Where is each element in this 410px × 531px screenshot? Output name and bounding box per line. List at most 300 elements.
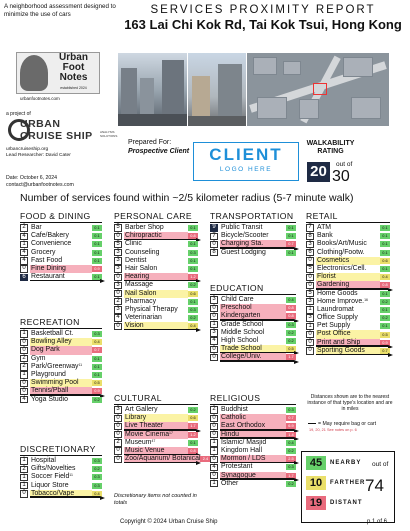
service-count: 0 xyxy=(306,282,314,289)
service-distance: 2.4 xyxy=(200,456,210,462)
service-distance: 1.4 xyxy=(286,432,296,438)
bag-cart-bar-icon xyxy=(316,354,388,356)
service-distance: 0.3 xyxy=(92,458,102,464)
category-food xyxy=(20,211,102,281)
service-distance: 0.1 xyxy=(188,225,198,231)
service-row xyxy=(210,312,296,320)
service-label xyxy=(30,265,92,273)
service-distance: 0.3 xyxy=(286,322,296,328)
service-count: 0 xyxy=(20,347,28,354)
urban-foot-notes-logo xyxy=(16,52,100,94)
service-row xyxy=(306,281,390,289)
service-label-text: Pharmacy xyxy=(125,297,157,305)
service-count: 0 xyxy=(114,290,122,297)
bag-cart-bar-icon xyxy=(124,329,196,331)
service-label-text: Hearing xyxy=(125,273,150,281)
service-row xyxy=(114,290,198,298)
service-label-text: Preschool xyxy=(221,304,252,312)
service-label-text: Music Venue xyxy=(125,446,165,454)
service-label-text: Bowling Alley xyxy=(31,338,72,346)
service-label xyxy=(316,330,380,338)
service-label xyxy=(124,406,188,414)
bag-cart-arrow-icon xyxy=(308,423,316,425)
service-label xyxy=(220,447,286,455)
service-label xyxy=(124,290,188,298)
service-label-text: Clothing/Footw. xyxy=(317,248,365,256)
service-label-text: Tobacco/Vape xyxy=(31,489,75,497)
service-label-text: Counseling xyxy=(125,248,160,256)
service-distance: 0.1 xyxy=(92,241,102,247)
service-distance: 0.2 xyxy=(92,466,102,472)
org-sub: ANALYSIS SOLUTIONS xyxy=(100,130,118,138)
service-label-text: Zoo/Aquarium/ Botanical xyxy=(125,455,201,463)
service-distance: 0.6 xyxy=(188,291,198,297)
service-label-text: Home Improve. xyxy=(317,297,365,305)
service-label xyxy=(30,473,92,481)
service-count: 0 xyxy=(114,447,122,454)
service-label xyxy=(220,249,286,257)
service-label xyxy=(220,296,286,304)
category-rule xyxy=(114,404,198,405)
service-label xyxy=(316,290,380,298)
service-label-text: East Orthodox xyxy=(221,422,266,430)
service-row xyxy=(20,330,102,338)
service-label-text: Laundromat xyxy=(317,305,354,313)
footnote-marker: 16 xyxy=(364,297,369,302)
service-label-text: Buddhist xyxy=(221,406,248,413)
service-label-text: College/Univ. xyxy=(221,353,262,361)
service-label xyxy=(220,439,286,447)
service-count: 9 xyxy=(210,224,218,231)
service-distance: 0.2 xyxy=(188,315,198,321)
service-label xyxy=(124,298,188,306)
category-rule xyxy=(114,222,198,223)
service-label-text: Vision xyxy=(125,322,144,330)
service-label-text: Live Theater xyxy=(125,422,164,430)
service-count: 0 xyxy=(20,339,28,346)
service-distance: 0.1 xyxy=(380,323,390,329)
service-label xyxy=(124,240,188,248)
service-distance: 1.7 xyxy=(286,473,296,479)
service-row xyxy=(20,257,102,265)
service-count: 4 xyxy=(20,396,28,403)
service-distance: 0.1 xyxy=(380,307,390,313)
page-number: p.1 of 6 xyxy=(367,519,388,525)
service-count: 1 xyxy=(20,457,28,464)
service-row xyxy=(114,224,198,232)
service-label xyxy=(30,330,92,338)
report-title: SERVICES PROXIMITY REPORT xyxy=(150,4,376,16)
intro-text: A neighborhood assessment designed to minimize the use of cars xyxy=(4,3,116,18)
service-label-text: Chiropractic xyxy=(125,232,162,240)
service-distance: 0.3 xyxy=(92,483,102,489)
service-row xyxy=(20,224,102,232)
service-label xyxy=(30,379,92,387)
service-label-text: Convenience xyxy=(31,240,72,248)
service-distance: 1.7 xyxy=(286,354,296,360)
service-row xyxy=(210,455,296,463)
category-rule xyxy=(210,222,296,223)
service-row xyxy=(210,345,296,353)
footnote-marker: 11 xyxy=(78,362,83,367)
service-row xyxy=(20,363,102,371)
service-count: 0 xyxy=(114,423,122,430)
service-row xyxy=(20,346,102,354)
service-count: 2 xyxy=(20,224,28,231)
bag-cart-arrow-icon xyxy=(100,279,105,283)
service-row xyxy=(114,447,198,455)
service-distance: 0.7 xyxy=(286,241,296,247)
category-title: RECREATION xyxy=(20,317,80,327)
service-label xyxy=(316,322,380,330)
service-label-text: Park/Greenway xyxy=(31,362,79,370)
service-count: 3 xyxy=(114,265,122,272)
service-distance: 0.1 xyxy=(92,250,102,256)
legend-nearby: 45 NEARBY xyxy=(306,456,361,470)
service-row xyxy=(114,422,198,430)
service-label-text: Protestant xyxy=(221,463,253,471)
service-label xyxy=(30,346,92,354)
org-line2: CRUISE xyxy=(20,130,63,142)
category-rule xyxy=(210,404,296,405)
service-distance: 0.2 xyxy=(188,407,198,413)
service-label-text: Museum xyxy=(125,438,152,446)
service-label-text: Dog Park xyxy=(31,346,60,354)
service-count: 3 xyxy=(306,241,314,248)
service-distance: 0.7 xyxy=(286,415,296,421)
service-row xyxy=(20,387,102,395)
project-site[interactable]: urbancruiseship.org xyxy=(6,147,49,152)
service-row xyxy=(210,232,296,240)
category-personal-care xyxy=(114,211,198,330)
service-distance: 0.1 xyxy=(188,258,198,264)
service-count: 1 xyxy=(306,306,314,313)
service-row xyxy=(210,224,296,232)
service-count: 0 xyxy=(210,415,218,422)
service-distance: 6.9 xyxy=(286,423,296,429)
category-discretionary xyxy=(20,444,102,498)
service-label-text: Restaurant xyxy=(31,273,65,281)
service-distance: 0.2 xyxy=(380,315,390,321)
service-label xyxy=(124,249,188,257)
service-count: 3 xyxy=(114,249,122,256)
service-count: 3 xyxy=(210,329,218,336)
service-distance: 0.8 xyxy=(286,313,296,319)
service-row xyxy=(114,306,198,314)
service-distance: 0.5 xyxy=(92,380,102,386)
service-label-text: Hair Salon xyxy=(125,264,158,272)
service-row xyxy=(20,355,102,363)
service-row xyxy=(210,422,296,430)
contact-email[interactable]: contact@urbanfootnotes.com xyxy=(6,181,74,188)
service-row xyxy=(306,339,390,347)
category-title: EDUCATION xyxy=(210,283,264,293)
service-distance: 0.4 xyxy=(92,491,102,497)
service-count: 1 xyxy=(306,323,314,330)
service-count: 0 xyxy=(210,431,218,438)
service-count: 0 xyxy=(114,456,122,463)
service-row xyxy=(114,439,198,447)
service-label-text: Fast Food xyxy=(31,256,63,264)
service-label-text: Basketball Ct. xyxy=(31,330,74,337)
service-distance: 0.8 xyxy=(380,282,390,288)
service-count: 1 xyxy=(210,439,218,446)
service-row xyxy=(20,371,102,379)
service-distance: 0.5 xyxy=(380,332,390,338)
service-row xyxy=(306,298,390,306)
service-label xyxy=(220,232,286,240)
service-count: 4 xyxy=(20,257,28,264)
service-distance: 0.4 xyxy=(92,339,102,345)
service-label-text: Swimming Pool xyxy=(31,379,79,387)
service-label-text: ATM xyxy=(317,224,332,231)
client-logo-line2: LOGO HERE xyxy=(219,166,273,173)
service-distance: 0.2 xyxy=(380,299,390,305)
service-label xyxy=(124,306,188,314)
service-label-text: Guest Lodging xyxy=(221,248,266,256)
category-title: PERSONAL CARE xyxy=(114,211,192,221)
service-label xyxy=(220,337,286,345)
service-count: 0 xyxy=(306,257,314,264)
service-distance: 0.5 xyxy=(286,346,296,352)
category-religious xyxy=(210,393,296,488)
aerial-map xyxy=(247,53,389,126)
service-count: 0 xyxy=(210,305,218,312)
service-label xyxy=(316,224,380,232)
service-label xyxy=(316,249,380,257)
service-count: 0 xyxy=(20,265,28,272)
service-count: 2 xyxy=(20,466,28,473)
service-distance: 0.2 xyxy=(92,397,102,403)
service-distance: 0.1 xyxy=(92,233,102,239)
service-count: 7 xyxy=(210,233,218,240)
service-count: 3 xyxy=(306,314,314,321)
service-count: 3 xyxy=(114,306,122,313)
legend-total: 74 xyxy=(365,476,384,495)
service-count: 0 xyxy=(210,472,218,479)
service-label-text: Fine Dining xyxy=(31,264,66,272)
service-distance: 0.1 xyxy=(188,241,198,247)
service-row xyxy=(210,472,296,480)
bag-cart-arrow-icon xyxy=(196,461,201,465)
report-date: Date: October 6, 2024 xyxy=(6,175,58,181)
service-distance: 0.8 xyxy=(286,305,296,311)
bag-cart-bar-icon xyxy=(124,462,196,464)
service-row xyxy=(210,353,296,361)
service-count: 0 xyxy=(210,423,218,430)
walkability-score: 20 xyxy=(307,162,330,182)
service-row xyxy=(114,431,198,439)
service-distance: 0.8 xyxy=(188,233,198,239)
service-label-text: Nail Salon xyxy=(125,289,157,297)
service-label-text: Physical Therapy xyxy=(125,305,178,313)
category-rule xyxy=(20,328,102,329)
service-label xyxy=(30,224,92,232)
service-distance: 0.1 xyxy=(380,291,390,297)
service-row xyxy=(306,306,390,314)
service-label-text: Dentist xyxy=(125,256,147,264)
service-distance: 0.1 xyxy=(188,299,198,305)
service-label-text: Trade School xyxy=(221,345,262,353)
service-label-text: Synagogue xyxy=(221,471,256,479)
category-transportation xyxy=(210,211,296,257)
service-label xyxy=(30,396,92,404)
service-label-text: Soccer Field xyxy=(31,473,70,481)
service-label xyxy=(30,371,92,379)
service-label-text: Bar xyxy=(31,224,42,231)
see-notes: 19, 20, 21 See notes on p. 6 xyxy=(309,428,357,432)
service-count: 0 xyxy=(210,241,218,248)
service-count: 0 xyxy=(114,431,122,438)
logo-established: established 2024 xyxy=(60,86,87,90)
logo-site[interactable]: urbanfootnotes.com xyxy=(20,96,60,101)
service-distance: 0.4 xyxy=(286,440,296,446)
service-row xyxy=(114,240,198,248)
service-count: 0 xyxy=(306,274,314,281)
service-label xyxy=(316,298,380,306)
service-count: 0 xyxy=(210,456,218,463)
street-photo-2 xyxy=(188,53,246,126)
service-count: 5 xyxy=(114,224,122,231)
service-row xyxy=(114,265,198,273)
copyright: Copyright © 2024 Urban Cruise Ship xyxy=(120,519,218,525)
service-count: 0 xyxy=(210,346,218,353)
service-distance: 0.9 xyxy=(92,388,102,394)
service-count: 0 xyxy=(114,233,122,240)
service-count: 0 xyxy=(306,331,314,338)
service-label xyxy=(124,265,188,273)
service-row xyxy=(20,473,102,481)
project-contact xyxy=(6,147,71,159)
service-distance: 0.3 xyxy=(188,307,198,313)
service-distance: 1.7 xyxy=(188,423,198,429)
logo-line3: Notes xyxy=(59,72,88,83)
category-education xyxy=(210,283,296,362)
category-recreation xyxy=(20,317,102,404)
service-row xyxy=(210,463,296,471)
service-distance: 0.7 xyxy=(380,348,390,354)
prepared-for xyxy=(128,139,189,156)
category-rule xyxy=(20,455,102,456)
service-count: 1 xyxy=(20,482,28,489)
service-row xyxy=(20,338,102,346)
service-row xyxy=(210,431,296,439)
service-row xyxy=(114,281,198,289)
service-label xyxy=(124,281,188,289)
service-distance: 0.9 xyxy=(92,266,102,272)
service-row xyxy=(210,414,296,422)
lead-researcher: Lead Researcher: David Cater xyxy=(6,153,71,158)
service-label xyxy=(316,257,380,265)
service-row xyxy=(114,232,198,240)
service-label-text: Gym xyxy=(31,354,46,362)
service-label-text: Home Goods xyxy=(317,289,358,297)
service-distance: 0.3 xyxy=(92,331,102,337)
service-label xyxy=(220,414,286,422)
service-row xyxy=(306,330,390,338)
service-count: 0 xyxy=(114,274,122,281)
service-label-text: Barber Shop xyxy=(125,224,164,231)
service-row xyxy=(114,298,198,306)
service-label-text: Hindu xyxy=(221,430,240,438)
service-count: 3 xyxy=(114,257,122,264)
service-row xyxy=(306,322,390,330)
service-count: 0 xyxy=(306,339,314,346)
service-label-text: Charging Sta. xyxy=(221,240,264,248)
service-distance: 0.1 xyxy=(92,274,102,280)
service-distance: 0.1 xyxy=(380,233,390,239)
service-label xyxy=(30,240,92,248)
legend-distant: 19 DISTANT xyxy=(306,496,363,510)
category-title: RELIGIOUS xyxy=(210,393,261,403)
service-label-text: Playground xyxy=(31,370,66,378)
discretionary-note: Discretionary items not counted in totals xyxy=(114,493,197,506)
service-label xyxy=(124,314,188,322)
service-row xyxy=(210,439,296,447)
service-label xyxy=(220,463,286,471)
service-count: 1 xyxy=(20,474,28,481)
service-label-text: Bank xyxy=(317,232,333,240)
service-count: 4 xyxy=(114,314,122,321)
service-distance: 0.1 xyxy=(92,364,102,370)
walkability-total: 30 xyxy=(332,168,350,185)
bag-cart-arrow-icon xyxy=(100,496,105,500)
service-label-text: Grade School xyxy=(221,320,264,328)
service-row xyxy=(210,447,296,455)
service-label xyxy=(220,406,286,414)
legend-farther: 10 FARTHER xyxy=(306,476,365,490)
service-label-text: Clinic xyxy=(125,240,142,248)
service-label-text: Mormon / LDS xyxy=(221,455,266,463)
service-label-text: Cafe/Bakery xyxy=(31,232,69,240)
service-row xyxy=(210,321,296,329)
service-row xyxy=(20,232,102,240)
bag-cart-bar-icon xyxy=(30,496,100,498)
service-count: 2 xyxy=(20,363,28,370)
service-label xyxy=(124,431,188,439)
service-label xyxy=(30,249,92,257)
bag-cart-bar-icon xyxy=(220,360,294,362)
service-row xyxy=(20,249,102,257)
service-count: 6 xyxy=(20,274,28,281)
service-row xyxy=(306,347,390,355)
legend-out-of: out of xyxy=(372,461,389,468)
org-line1: URBAN xyxy=(20,118,61,130)
service-count: 5 xyxy=(306,290,314,297)
service-row xyxy=(20,465,102,473)
service-label xyxy=(316,240,380,248)
service-label-text: High School xyxy=(221,336,259,344)
service-count: 0 xyxy=(20,380,28,387)
section-heading: Number of services found within ~2/5 kilometer radius (5-7 minute walk) xyxy=(20,192,354,204)
service-distance: 0.3 xyxy=(92,474,102,480)
service-label xyxy=(124,414,188,422)
service-distance: 0.1 xyxy=(188,266,198,272)
service-distance: 0.4 xyxy=(286,297,296,303)
category-rule xyxy=(20,222,102,223)
service-count: 6 xyxy=(306,249,314,256)
service-label-text: Print and Ship xyxy=(317,338,361,346)
prepared-label: Prepared For: xyxy=(128,139,172,146)
service-distance: 1.2 xyxy=(188,432,198,438)
client-logo-placeholder xyxy=(193,142,299,181)
service-row xyxy=(20,273,102,281)
service-count: 8 xyxy=(210,249,218,256)
service-label-text: Florist xyxy=(317,273,336,281)
service-distance: 1.2 xyxy=(188,274,198,280)
service-label-text: Other xyxy=(221,479,239,487)
service-label xyxy=(220,480,286,488)
